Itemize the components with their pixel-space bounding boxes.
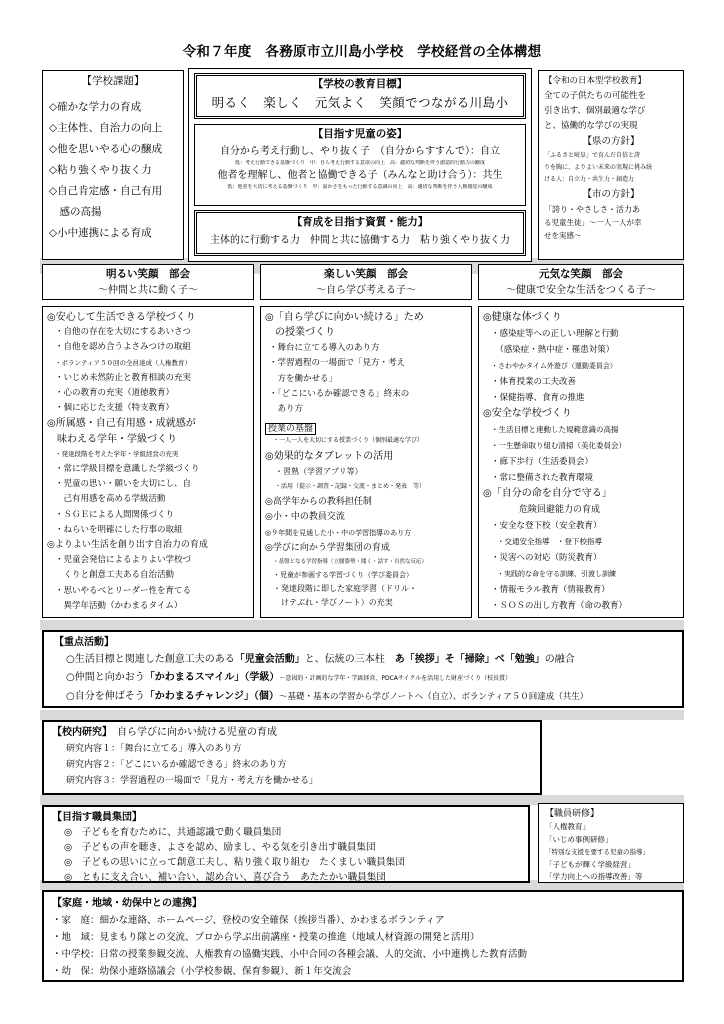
col1-line: 己有用感を高める学級活動 bbox=[55, 494, 166, 505]
staff-goal-item: ◎ 子どもの思いに立って創意工夫し、粘り強く取り組む たくましい職員集団 bbox=[64, 857, 405, 868]
priority-bold-text: 「児童会活動」 bbox=[234, 654, 305, 665]
col3-line: ・情報モラル教育（情報教育） bbox=[491, 585, 610, 595]
staff-training-heading: 【職員研修】 bbox=[545, 809, 600, 819]
target-student-sub2: 低：他者を大切に考える基盤づくり 中：温かさをもった行動する意識の向上 高：適切な判断を伴う人権感覚の醸成 bbox=[227, 184, 493, 191]
policy-pref-heading: 【県の方針】 bbox=[582, 136, 640, 147]
staff-training-item: 「子どもが輝く学級経営」 bbox=[545, 859, 635, 869]
col1-line: 味わえる学年・学級づくり bbox=[47, 433, 177, 445]
col1-line: ・自他の存在を大切にするあいさつ bbox=[55, 327, 192, 338]
bukai-subtitle: ～健康で安全な生活をつくる子～ bbox=[506, 284, 656, 296]
col3-line: ・常に整備された教育環境 bbox=[491, 473, 594, 483]
school-issues-item: ◇主体性、自治力の向上 bbox=[49, 121, 163, 134]
col3-line: ・保健指導、食育の推進 bbox=[491, 393, 585, 403]
col1-line: ◎安心して生活できる学校づくり bbox=[47, 312, 196, 323]
col1-line: ・いじめ未然防止と教育相談の充実 bbox=[55, 372, 192, 383]
policy-reiwa-line: 全ての子供たちの可能性を bbox=[544, 91, 647, 101]
priority-text: と、伝統の三本柱 bbox=[304, 654, 385, 665]
school-issues-item: ◇自己肯定感・自己有用 bbox=[49, 184, 163, 197]
priority-line-2 bbox=[54, 669, 672, 688]
bukai-header-akarui bbox=[42, 264, 254, 300]
bukai-title: 明るい笑顔 部会 bbox=[106, 268, 190, 280]
policy-reiwa-heading: 【令和の日本型学校教育】 bbox=[544, 76, 647, 86]
policy-reiwa-line: 引き出す、個別最適な学び bbox=[544, 106, 646, 116]
col2-line: ◎「自ら学びに向かい続ける」ため bbox=[265, 312, 424, 323]
school-issues-heading: 【学校課題】 bbox=[81, 75, 145, 87]
staff-training-item: 「いじめ事例研修」 bbox=[545, 834, 613, 844]
policy-city-line: 「誇り・やさしさ・活力あ bbox=[544, 205, 640, 214]
col2-line: の授業づくり bbox=[265, 327, 335, 339]
school-issues-item: ◇粘り強くやり抜く力 bbox=[49, 163, 152, 176]
staff-goal-item: ◎ 子どもの声を聴き、よさを認め、励まし、やる気を引き出す職員集団 bbox=[64, 842, 376, 853]
staff-training-box bbox=[538, 803, 684, 883]
col2-line: 方を働かせる」 bbox=[269, 373, 338, 384]
partnership-item: ・中学校：日常の授業参観交流、人権教育の協働実践、小中合同の各種会議、人的交流、小中連携した教育活動 bbox=[52, 949, 528, 960]
target-student-sub1: 低：考え行動できる基盤づくり 中：自ら考え行動する意欲の向上 高：適切な判断を伴う創造的行動力の醸成 bbox=[234, 159, 485, 166]
col2-line: ◎学びに向かう学習集団の育成 bbox=[265, 543, 390, 554]
partnership-box bbox=[42, 890, 684, 982]
competency-heading: 【育成を目指す資質・能力】 bbox=[291, 216, 429, 228]
col1-line: ◎よりよい生活を創り出す自治力の育成 bbox=[47, 540, 208, 551]
school-issues-item: ◇他を思いやる心の醸成 bbox=[49, 142, 163, 155]
staff-training-item: 「学力向上への指導改善」等 bbox=[545, 872, 643, 881]
research-item: 研究内容１：「舞台に立てる」導入のあり方 bbox=[66, 744, 242, 754]
col3-line: ◎健康な体づくり bbox=[483, 312, 562, 323]
col2-line: ・活用（提示・調査・記録・交流・まとめ・発表 等） bbox=[275, 483, 426, 491]
col3-line: ・交通安全指導 ・登下校指導 bbox=[497, 537, 602, 546]
col2-line: ◎効果的なタブレットの活用 bbox=[265, 450, 394, 462]
research-item: 研究内容２：「どこにいるか確認できる」終末のあり方 bbox=[66, 760, 287, 770]
col2-line: ・学習過程の一場面で「見方・考え bbox=[269, 358, 406, 369]
priority-line-3 bbox=[54, 688, 672, 706]
bukai-subtitle: ～自ら学び考える子～ bbox=[316, 284, 416, 296]
policy-city-heading: 【市の方針】 bbox=[582, 189, 640, 200]
policy-pref-line: りを胸に、よりよい未来の実現に挑み続 bbox=[544, 164, 653, 171]
priority-heading: 【重点活動】 bbox=[54, 637, 114, 648]
col3-line: ・災害への対応（防災教育） bbox=[491, 553, 602, 563]
priority-bold-text: 「かわまるチャレンジ」（個） bbox=[144, 691, 279, 702]
bukai-subtitle: ～仲間と共に動く子～ bbox=[98, 284, 198, 296]
school-issues-item: ◇確かな学力の育成 bbox=[49, 100, 142, 113]
col2-line: ・基盤となる学習指導（立腰姿勢・聞く・話す・自然な反応） bbox=[273, 559, 428, 566]
policy-pref-line: ける人：自立力・共生力・創造力 bbox=[544, 176, 635, 183]
priority-text: の融合 bbox=[544, 654, 575, 665]
staff-goal-item: ◎ ともに支え合い、補い合い、認め合い、喜び合う あたたかい職員集団 bbox=[64, 872, 386, 883]
col2-line: けテぶれ・学びノート）の充実 bbox=[273, 598, 393, 608]
col3-line: ・安全な登下校（安全教育） bbox=[491, 521, 602, 531]
column-akarui bbox=[42, 306, 254, 618]
col3-line: ・さわやかタイム外遊び（運動委員会） bbox=[491, 362, 617, 370]
col1-line: ・個に応じた支援（特支教育） bbox=[55, 403, 175, 414]
research-theme: 自ら学びに向かい続ける児童の育成 bbox=[117, 727, 277, 738]
policy-city-line: る児童生徒」～一人一人が幸 bbox=[544, 218, 642, 227]
priority-activities-box bbox=[42, 630, 684, 708]
priority-text: ○自分を伸ばそう bbox=[66, 691, 145, 702]
priority-bold-text: あ「挨拶」そ「掃除」べ「勉強」 bbox=[394, 654, 545, 665]
target-student-heading: 【目指す児童の姿】 bbox=[312, 128, 408, 140]
partnership-heading: 【家庭・地域・幼保中との連携】 bbox=[52, 898, 202, 909]
col3-line: （感染症・熱中症・罹患対策） bbox=[491, 345, 615, 355]
priority-text: ○仲間と向かおう bbox=[66, 672, 145, 683]
priority-small-text: ～基礎・基本の学習から学びノートへ（自立）、ボランティア５０回達成（共生） bbox=[278, 692, 589, 702]
competency-text: 主体的に行動する力 仲間と共に協働する力 粘り強くやり抜く力 bbox=[210, 234, 510, 246]
research-heading: 【校内研究】 bbox=[52, 727, 107, 738]
col1-line: くりと創意工夫ある自治活動 bbox=[55, 570, 175, 581]
staff-training-item: 「特別な支援を要する児童の指導」 bbox=[545, 848, 649, 856]
school-issues-item: 感の高揚 bbox=[49, 205, 102, 218]
col2-line: あり方 bbox=[269, 404, 304, 415]
col1-line: ◎所属感・自己有用感・成就感が bbox=[47, 418, 196, 430]
band-mid2 bbox=[40, 710, 684, 720]
col3-line: ◎安全な学校づくり bbox=[483, 408, 572, 419]
partnership-item: ・地 域：見まもり隊との交流、プロから学ぶ出前講座・授業の推進（地域人材資源の開発と活用） bbox=[52, 932, 480, 943]
education-goal-text: 明るく 楽しく 元気よく 笑顔でつながる川島小 bbox=[211, 94, 509, 110]
school-issues-box bbox=[42, 70, 184, 260]
partnership-item: ・幼 保：幼保小連絡協議会（小学校参観、保育参観）、新１年交流会 bbox=[52, 966, 352, 977]
priority-bold-text: 「かわまるスマイル」（学級） bbox=[144, 672, 280, 683]
col2-line: ・児童が参画する学習づくり（学び委員会） bbox=[273, 571, 413, 580]
col3-line: ・一生懸命取り組む清掃（美化委員会） bbox=[491, 441, 626, 450]
column-genki bbox=[478, 306, 684, 618]
col1-line: 異学年活動（かわまるタイム） bbox=[55, 600, 183, 611]
target-student-line1: 自分から考え行動し、やり抜く子 （自分からすすんで）：自立 bbox=[219, 145, 501, 157]
priority-line-1 bbox=[54, 651, 672, 669]
col2-line: ・「どこにいるか確認できる」終末の bbox=[269, 389, 410, 400]
col3-line: ・廊下歩行（生活委員会） bbox=[491, 457, 594, 467]
target-student-box bbox=[194, 124, 526, 206]
col2-line: ・舞台に立てる導入のあり方 bbox=[269, 342, 380, 353]
priority-small-text: ～意図的・計画的な学年・学級経営、PDCAサイクルを活用した財産づくり（校長賞） bbox=[279, 675, 512, 682]
col3-line: ・実践的な命を守る訓練、引渡し訓練 bbox=[497, 570, 616, 578]
competency-box bbox=[194, 210, 526, 256]
education-goal-box bbox=[194, 73, 526, 119]
col2-line: ・発達段階に即した家庭学習（ドリル・ bbox=[273, 584, 417, 594]
column-tanoshii bbox=[260, 306, 472, 618]
col1-line: ・発達段階を考えた学年・学級経営の充実 bbox=[55, 449, 179, 458]
col1-line: ・常に学級目標を意識した学級づくり bbox=[55, 464, 200, 475]
col3-line: ◎「自分の命を自分で守る」 bbox=[483, 488, 612, 499]
col1-line: ・ねらいを明確にした行事の取組 bbox=[55, 524, 183, 535]
col1-line: ・ボランティア５０回の全員達成（人権教育） bbox=[55, 358, 191, 367]
school-issues-item: ◇小中連携による育成 bbox=[49, 226, 152, 239]
col1-line: ・思いやるべとリーダー性を育てる bbox=[55, 585, 192, 596]
staff-goal-heading: 【目指す職員集団】 bbox=[52, 812, 142, 823]
col3-line: 危険回避能力の育成 bbox=[483, 505, 601, 515]
col3-line: ・体育授業の工夫改善 bbox=[491, 377, 577, 387]
target-student-line2: 他者を理解し、他者と協働できる子（みんなと助け合う）：共生 bbox=[217, 170, 503, 182]
col1-line: ・自他を認め合うよさみつけの取組 bbox=[55, 342, 191, 353]
col1-line: ・児童の思い・願いを大切にし、自 bbox=[55, 479, 192, 490]
staff-goal-box bbox=[42, 805, 530, 883]
col2-line: ・習熟（学習アプリ等） bbox=[275, 467, 363, 477]
lesson-foundation-label: 授業の基盤 bbox=[265, 423, 316, 435]
bukai-title: 楽しい笑顔 部会 bbox=[324, 268, 408, 280]
staff-goal-item: ◎ 子どもを育むために、共通認識で動く職員集団 bbox=[64, 827, 282, 838]
col2-line: ◎９年間を見通した小・中の学習指導のあり方 bbox=[265, 528, 412, 537]
band-mid bbox=[40, 620, 684, 630]
col2-line: ・一人一人を大切にする授業づくり（個別最適な学び） bbox=[273, 437, 424, 445]
col2-line: ◎高学年からの教科担任制 bbox=[265, 496, 372, 507]
bukai-title: 元気な笑顔 部会 bbox=[539, 268, 623, 280]
bukai-header-tanoshii bbox=[260, 264, 472, 300]
bukai-header-genki bbox=[478, 264, 684, 300]
priority-text: ○生活目標と関連した創意工夫のある bbox=[66, 654, 235, 665]
education-goal-heading: 【学校の教育目標】 bbox=[312, 78, 408, 90]
col1-line: ・心の教育の充実（道徳教育） bbox=[55, 388, 175, 399]
col1-line: ・児童会発信によるよりよい学校づ bbox=[55, 555, 192, 566]
staff-training-item: 「人権教育」 bbox=[545, 822, 590, 831]
page-title: 令和７年度 各務原市立川島小学校 学校経営の全体構想 bbox=[182, 44, 542, 60]
col3-line: ・生活目標と連動した規範意識の高揚 bbox=[491, 425, 619, 434]
policy-city-line: せを実感～ bbox=[544, 231, 582, 240]
research-box bbox=[42, 720, 542, 795]
col1-line: ・ＳＧＥによる人間関係づくり bbox=[55, 509, 175, 520]
col3-line: ・感染症等への正しい理解と行動 bbox=[491, 329, 619, 339]
policy-box bbox=[538, 70, 684, 260]
policy-reiwa-line: と、協働的な学びの実現 bbox=[544, 121, 638, 131]
research-item: 研究内容３：学習過程の一場面で「見方・考え方を働かせる」 bbox=[66, 776, 319, 786]
col2-line: ◎小・中の教員交流 bbox=[265, 512, 345, 523]
col3-line: ・ＳＯＳの出し方教育（命の教育） bbox=[491, 601, 628, 611]
partnership-item: ・家 庭：細かな連絡、ホームページ、登校の安全確保（挨拶当番）、かわまるボランティア bbox=[52, 915, 445, 926]
research-header-line bbox=[52, 725, 532, 741]
policy-pref-line: 「ふるさと岐阜」で育んだ自信と誇 bbox=[544, 152, 641, 159]
